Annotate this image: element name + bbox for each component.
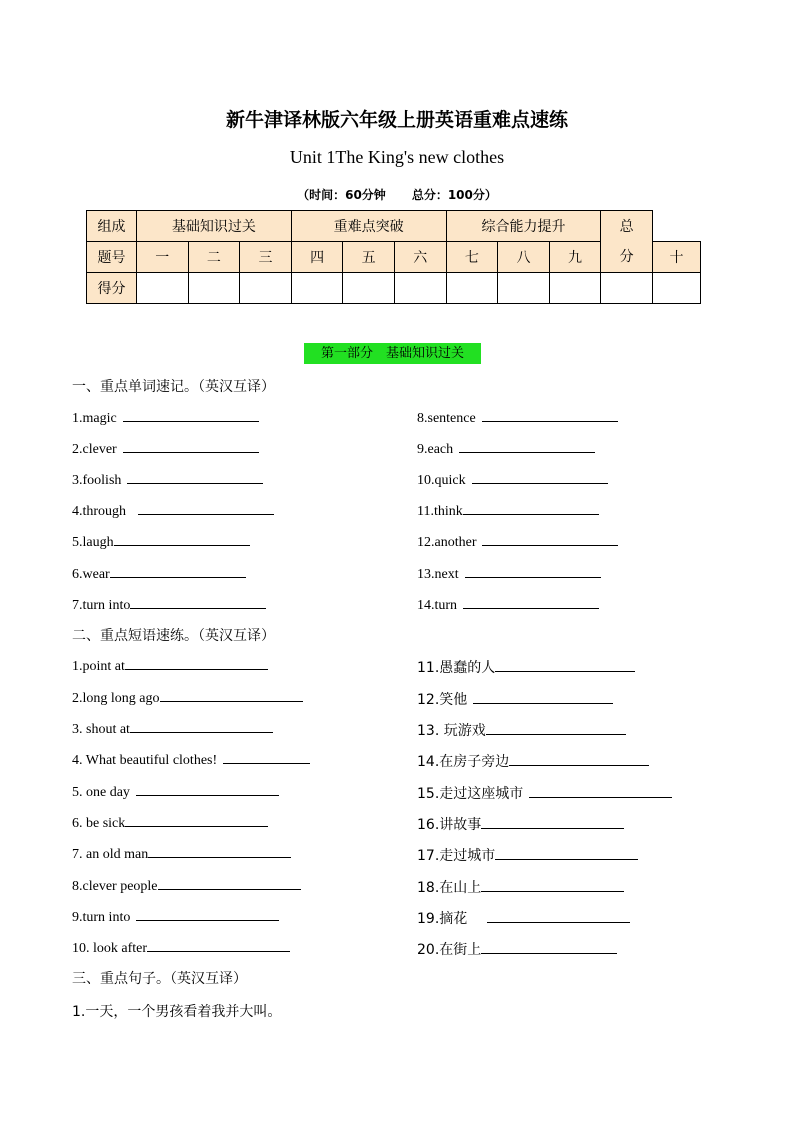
list-item: 2.long long ago: [72, 689, 303, 707]
question-number: 二: [188, 242, 240, 273]
answer-blank[interactable]: [463, 596, 599, 609]
time-info: （时间：60分钟: [297, 188, 386, 202]
answer-blank[interactable]: [481, 941, 617, 954]
list-item: 16.讲故事: [417, 814, 624, 834]
list-item: 8.clever people: [72, 877, 301, 895]
answer-blank[interactable]: [125, 657, 268, 670]
list-item: 7.turn into: [72, 596, 266, 614]
score-table: [86, 210, 701, 304]
list-item: 9.each: [417, 440, 595, 458]
list-item: 13.next: [417, 565, 601, 583]
list-item: 14.在房子旁边: [417, 751, 649, 771]
answer-blank[interactable]: [459, 440, 595, 453]
question-number: 六: [394, 242, 446, 273]
score-cell[interactable]: [343, 273, 395, 304]
list-item: 4.through: [72, 502, 274, 520]
list-item: 5.laugh: [72, 533, 250, 551]
list-item: 11.愚蠢的人: [417, 657, 635, 677]
list-item: 9.turn into: [72, 908, 279, 926]
answer-blank[interactable]: [486, 722, 626, 735]
question-number: 三: [240, 242, 292, 273]
answer-blank[interactable]: [223, 751, 310, 764]
score-cell[interactable]: [549, 273, 601, 304]
page-title: 新牛津译林版六年级上册英语重难点速练: [225, 109, 568, 131]
row-label-composition: 组成: [87, 211, 137, 242]
answer-blank[interactable]: [463, 502, 599, 515]
answer-blank[interactable]: [125, 814, 268, 827]
score-cell[interactable]: [498, 273, 550, 304]
list-item: 1.magic: [72, 409, 259, 427]
section-two-heading: 二、重点短语速练。（英汉互译）: [72, 628, 275, 644]
answer-blank[interactable]: [465, 565, 601, 578]
answer-blank[interactable]: [472, 471, 608, 484]
answer-blank[interactable]: [481, 816, 624, 829]
score-info: 总分：100分）: [411, 188, 497, 202]
answer-blank[interactable]: [148, 845, 291, 858]
answer-blank[interactable]: [123, 440, 259, 453]
list-item: 11.think: [417, 502, 599, 520]
answer-blank[interactable]: [509, 753, 649, 766]
row-label-score: 得分: [87, 273, 137, 304]
total-score-header: [601, 211, 653, 273]
answer-blank[interactable]: [130, 596, 266, 609]
part-one-label: 第一部分 基础知识过关: [304, 343, 481, 364]
group-key-difficult: 重难点突破: [291, 211, 446, 242]
section-three-heading: 三、重点句子。（英汉互译）: [72, 971, 247, 987]
list-item: 18.在山上: [417, 877, 624, 897]
list-item: 7. an old man: [72, 845, 291, 863]
list-item: 3.foolish: [72, 471, 263, 489]
list-item: 17.走过城市: [417, 845, 638, 865]
list-item: 2.clever: [72, 440, 259, 458]
answer-blank[interactable]: [487, 910, 630, 923]
question-number: 八: [498, 242, 550, 273]
answer-blank[interactable]: [481, 879, 624, 892]
question-number: 九: [549, 242, 601, 273]
answer-blank[interactable]: [110, 565, 246, 578]
total-score-cell[interactable]: [653, 273, 701, 304]
answer-blank[interactable]: [160, 689, 303, 702]
answer-blank[interactable]: [482, 533, 618, 546]
list-item: 8.sentence: [417, 409, 618, 427]
answer-blank[interactable]: [147, 939, 290, 952]
list-item: 1.point at: [72, 657, 268, 675]
score-cell[interactable]: [188, 273, 240, 304]
score-cell[interactable]: [394, 273, 446, 304]
question-number: 七: [446, 242, 498, 273]
answer-blank[interactable]: [114, 533, 250, 546]
list-item: 6.wear: [72, 565, 246, 583]
answer-blank[interactable]: [127, 471, 263, 484]
list-item: 13. 玩游戏: [417, 720, 626, 740]
list-item: 4. What beautiful clothes!: [72, 751, 310, 769]
answer-blank[interactable]: [473, 691, 613, 704]
answer-blank[interactable]: [495, 659, 635, 672]
list-item: 6. be sick: [72, 814, 268, 832]
answer-blank[interactable]: [136, 908, 279, 921]
answer-blank[interactable]: [123, 409, 259, 422]
list-item: 12.笑他: [417, 689, 613, 709]
question-number: 十: [653, 242, 701, 273]
answer-blank[interactable]: [529, 785, 672, 798]
list-item: 15.走过这座城市: [417, 783, 672, 803]
score-cell[interactable]: [446, 273, 498, 304]
row-label-number: 题号: [87, 242, 137, 273]
answer-blank[interactable]: [158, 877, 301, 890]
answer-blank[interactable]: [138, 502, 274, 515]
score-cell[interactable]: [601, 273, 653, 304]
section-one-heading: 一、重点单词速记。（英汉互译）: [72, 379, 275, 395]
answer-blank[interactable]: [136, 783, 279, 796]
question-number: 四: [291, 242, 343, 273]
question-number: 五: [343, 242, 395, 273]
group-comprehensive: 综合能力提升: [446, 211, 601, 242]
score-cell[interactable]: [137, 273, 189, 304]
answer-blank[interactable]: [495, 847, 638, 860]
list-item: 14.turn: [417, 596, 599, 614]
list-item: 10.quick: [417, 471, 608, 489]
unit-subtitle: Unit 1The King's new clothes: [289, 147, 505, 167]
list-item: 20.在街上: [417, 939, 617, 959]
score-cell[interactable]: [291, 273, 343, 304]
answer-blank[interactable]: [482, 409, 618, 422]
list-item: 1.一天，一个男孩看着我并大叫。: [72, 1004, 282, 1020]
question-number: 一: [137, 242, 189, 273]
list-item: 10. look after: [72, 939, 290, 957]
total-score-label: 总分: [619, 218, 634, 265]
score-cell[interactable]: [240, 273, 292, 304]
answer-blank[interactable]: [130, 720, 273, 733]
list-item: 5. one day: [72, 783, 279, 801]
list-item: 19.摘花: [417, 908, 630, 928]
list-item: 3. shout at: [72, 720, 273, 738]
list-item: 12.another: [417, 533, 618, 551]
time-score-info: [0, 186, 794, 203]
group-basic: 基础知识过关: [137, 211, 292, 242]
